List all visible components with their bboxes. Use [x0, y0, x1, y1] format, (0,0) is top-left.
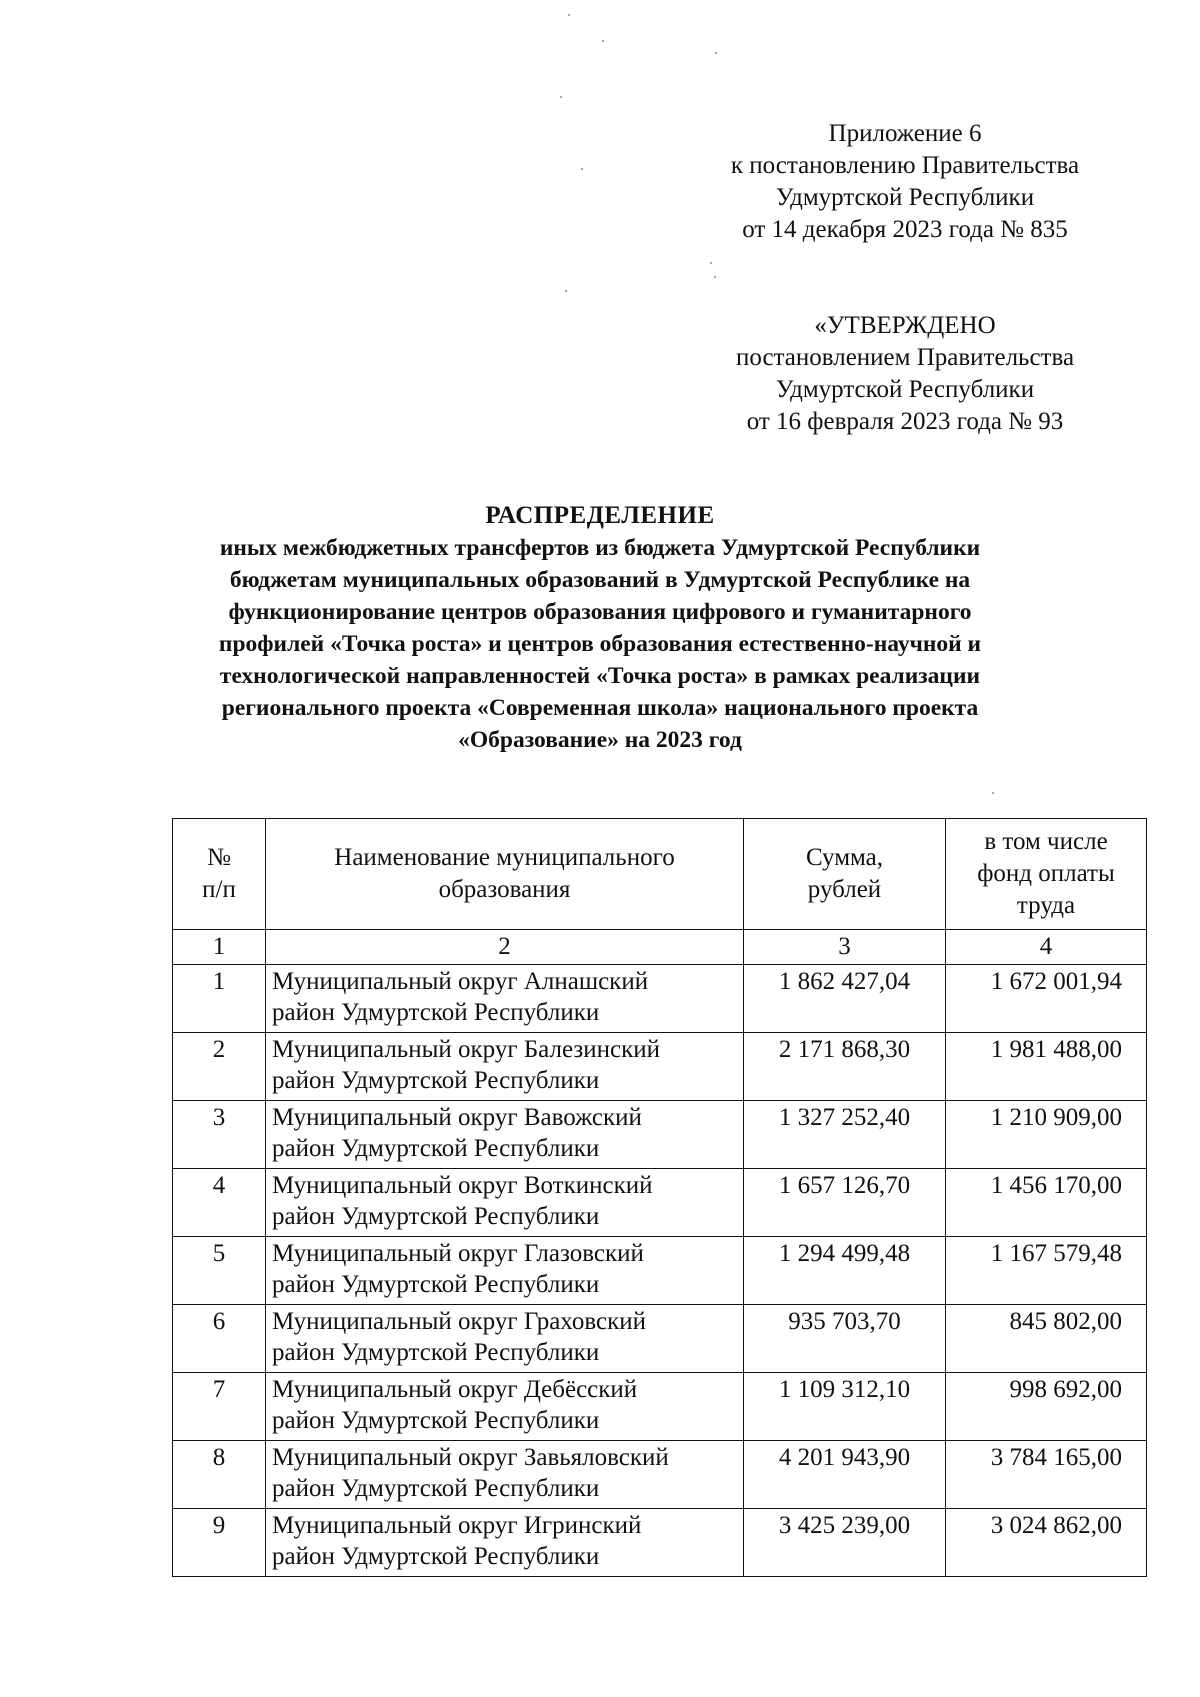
municipality-name-line: район Удмуртской Республики: [272, 1135, 600, 1162]
payroll-fund-value: 845 802,00: [946, 1305, 1147, 1373]
sum-value: 3 425 239,00: [744, 1509, 946, 1577]
municipality-name-line: район Удмуртской Республики: [272, 1543, 600, 1570]
header-number: [173, 819, 266, 930]
document-title: [150, 500, 1050, 756]
appendix-line-3: Удмуртской Республики: [775, 184, 1035, 211]
header-sum-line: рублей: [807, 876, 882, 903]
scan-speck: [602, 40, 604, 42]
scan-speck: [581, 168, 583, 170]
row-number: 5: [173, 1237, 266, 1305]
table-row: [173, 1305, 1147, 1373]
header-fund-line: труда: [1016, 892, 1076, 919]
header-fund-line: в том числе: [984, 828, 1108, 855]
approved-line-2: постановлением Правительства: [735, 344, 1075, 371]
municipality-name: [266, 1509, 744, 1577]
header-fund: [946, 819, 1147, 930]
municipality-name-line: район Удмуртской Республики: [272, 1067, 600, 1094]
column-number: 2: [266, 930, 744, 965]
municipality-name-line: Муниципальный округ Алнашский: [272, 968, 649, 995]
municipality-name-line: Муниципальный округ Игринский: [272, 1512, 642, 1539]
municipality-name: [266, 1237, 744, 1305]
payroll-fund-value: 1 981 488,00: [946, 1033, 1147, 1101]
municipality-name: [266, 1305, 744, 1373]
sum-value: 935 703,70: [744, 1305, 946, 1373]
municipality-name-line: Муниципальный округ Граховский: [272, 1308, 646, 1335]
row-number: 1: [173, 965, 266, 1033]
row-number: 2: [173, 1033, 266, 1101]
municipality-name: [266, 1101, 744, 1169]
approved-line-4: от 16 февраля 2023 года № 93: [746, 408, 1064, 435]
municipality-name-line: район Удмуртской Республики: [272, 1475, 600, 1502]
municipality-name-line: Муниципальный округ Балезинский: [272, 1036, 661, 1063]
table-row: [173, 1033, 1147, 1101]
sum-value: 1 294 499,48: [744, 1237, 946, 1305]
table-header-row: [173, 819, 1147, 930]
title-line: функционирование центров образования цифрового и гуманитарного: [228, 599, 972, 625]
header-number-line: №: [207, 844, 231, 871]
payroll-fund-value: 998 692,00: [946, 1373, 1147, 1441]
municipality-name: [266, 965, 744, 1033]
header-sum: [744, 819, 946, 930]
municipality-name: [266, 1033, 744, 1101]
approval-stamp: [690, 310, 1120, 438]
title-line: технологической направленностей «Точка роста» в рамках реализации: [219, 663, 981, 689]
title-line: бюджетам муниципальных образований в Удмуртской Республике на: [229, 567, 971, 593]
column-number: 3: [744, 930, 946, 965]
scan-speck: [565, 290, 567, 292]
header-name-line: образования: [438, 876, 571, 903]
municipality-name-line: район Удмуртской Республики: [272, 1407, 600, 1434]
municipality-name-line: район Удмуртской Республики: [272, 1339, 600, 1366]
municipality-name-line: Муниципальный округ Дебёсский: [272, 1376, 638, 1403]
appendix-header: [690, 118, 1120, 246]
row-number: 6: [173, 1305, 266, 1373]
sum-value: 1 327 252,40: [744, 1101, 946, 1169]
sum-value: 1 109 312,10: [744, 1373, 946, 1441]
appendix-line-2: к постановлению Правительства: [730, 152, 1080, 179]
scan-speck: [710, 262, 712, 264]
scan-speck: [992, 792, 994, 794]
appendix-line-1: Приложение 6: [828, 120, 982, 147]
column-number: 1: [173, 930, 266, 965]
distribution-table: [172, 818, 1147, 1577]
municipality-name: [266, 1169, 744, 1237]
row-number: 4: [173, 1169, 266, 1237]
row-number: 8: [173, 1441, 266, 1509]
title-heading: РАСПРЕДЕЛЕНИЕ: [485, 502, 715, 529]
table-row: [173, 1101, 1147, 1169]
row-number: 7: [173, 1373, 266, 1441]
municipality-name-line: Муниципальный округ Глазовский: [272, 1240, 644, 1267]
table-row: [173, 1237, 1147, 1305]
table-row: [173, 1441, 1147, 1509]
title-line: регионального проекта «Современная школа» национального проекта: [221, 695, 979, 721]
sum-value: 2 171 868,30: [744, 1033, 946, 1101]
header-name: [266, 819, 744, 930]
municipality-name-line: Муниципальный округ Завьяловский: [272, 1444, 669, 1471]
payroll-fund-value: 3 024 862,00: [946, 1509, 1147, 1577]
title-line: профилей «Точка роста» и центров образования естественно-научной и: [218, 631, 982, 657]
row-number: 9: [173, 1509, 266, 1577]
municipality-name-line: район Удмуртской Республики: [272, 999, 600, 1026]
table-row: [173, 1373, 1147, 1441]
sum-value: 1 862 427,04: [744, 965, 946, 1033]
title-line: иных межбюджетных трансфертов из бюджета Удмуртской Республики: [219, 535, 981, 561]
municipality-name-line: Муниципальный округ Воткинский: [272, 1172, 653, 1199]
table-row: [173, 1509, 1147, 1577]
municipality-name-line: Муниципальный округ Вавожский: [272, 1104, 642, 1131]
table-row: [173, 1169, 1147, 1237]
scan-speck: [560, 96, 562, 98]
scan-speck: [568, 14, 570, 16]
sum-value: 4 201 943,90: [744, 1441, 946, 1509]
appendix-line-4: от 14 декабря 2023 года № 835: [742, 216, 1068, 243]
title-line: «Образование» на 2023 год: [458, 727, 742, 753]
payroll-fund-value: 1 672 001,94: [946, 965, 1147, 1033]
payroll-fund-value: 3 784 165,00: [946, 1441, 1147, 1509]
municipality-name: [266, 1373, 744, 1441]
approved-line-3: Удмуртской Республики: [775, 376, 1035, 403]
payroll-fund-value: 1 456 170,00: [946, 1169, 1147, 1237]
row-number: 3: [173, 1101, 266, 1169]
column-number-row: [173, 930, 1147, 965]
municipality-name: [266, 1441, 744, 1509]
header-name-line: Наименование муниципального: [334, 844, 675, 871]
sum-value: 1 657 126,70: [744, 1169, 946, 1237]
payroll-fund-value: 1 210 909,00: [946, 1101, 1147, 1169]
table-row: [173, 965, 1147, 1033]
header-fund-line: фонд оплаты: [977, 860, 1115, 887]
scan-speck: [715, 52, 717, 54]
payroll-fund-value: 1 167 579,48: [946, 1237, 1147, 1305]
scan-speck: [714, 276, 716, 278]
municipality-name-line: район Удмуртской Республики: [272, 1203, 600, 1230]
approved-line-1: «УТВЕРЖДЕНО: [814, 312, 996, 339]
column-number: 4: [946, 930, 1147, 965]
municipality-name-line: район Удмуртской Республики: [272, 1271, 600, 1298]
header-sum-line: Сумма,: [805, 844, 884, 871]
header-number-line: п/п: [202, 876, 236, 903]
